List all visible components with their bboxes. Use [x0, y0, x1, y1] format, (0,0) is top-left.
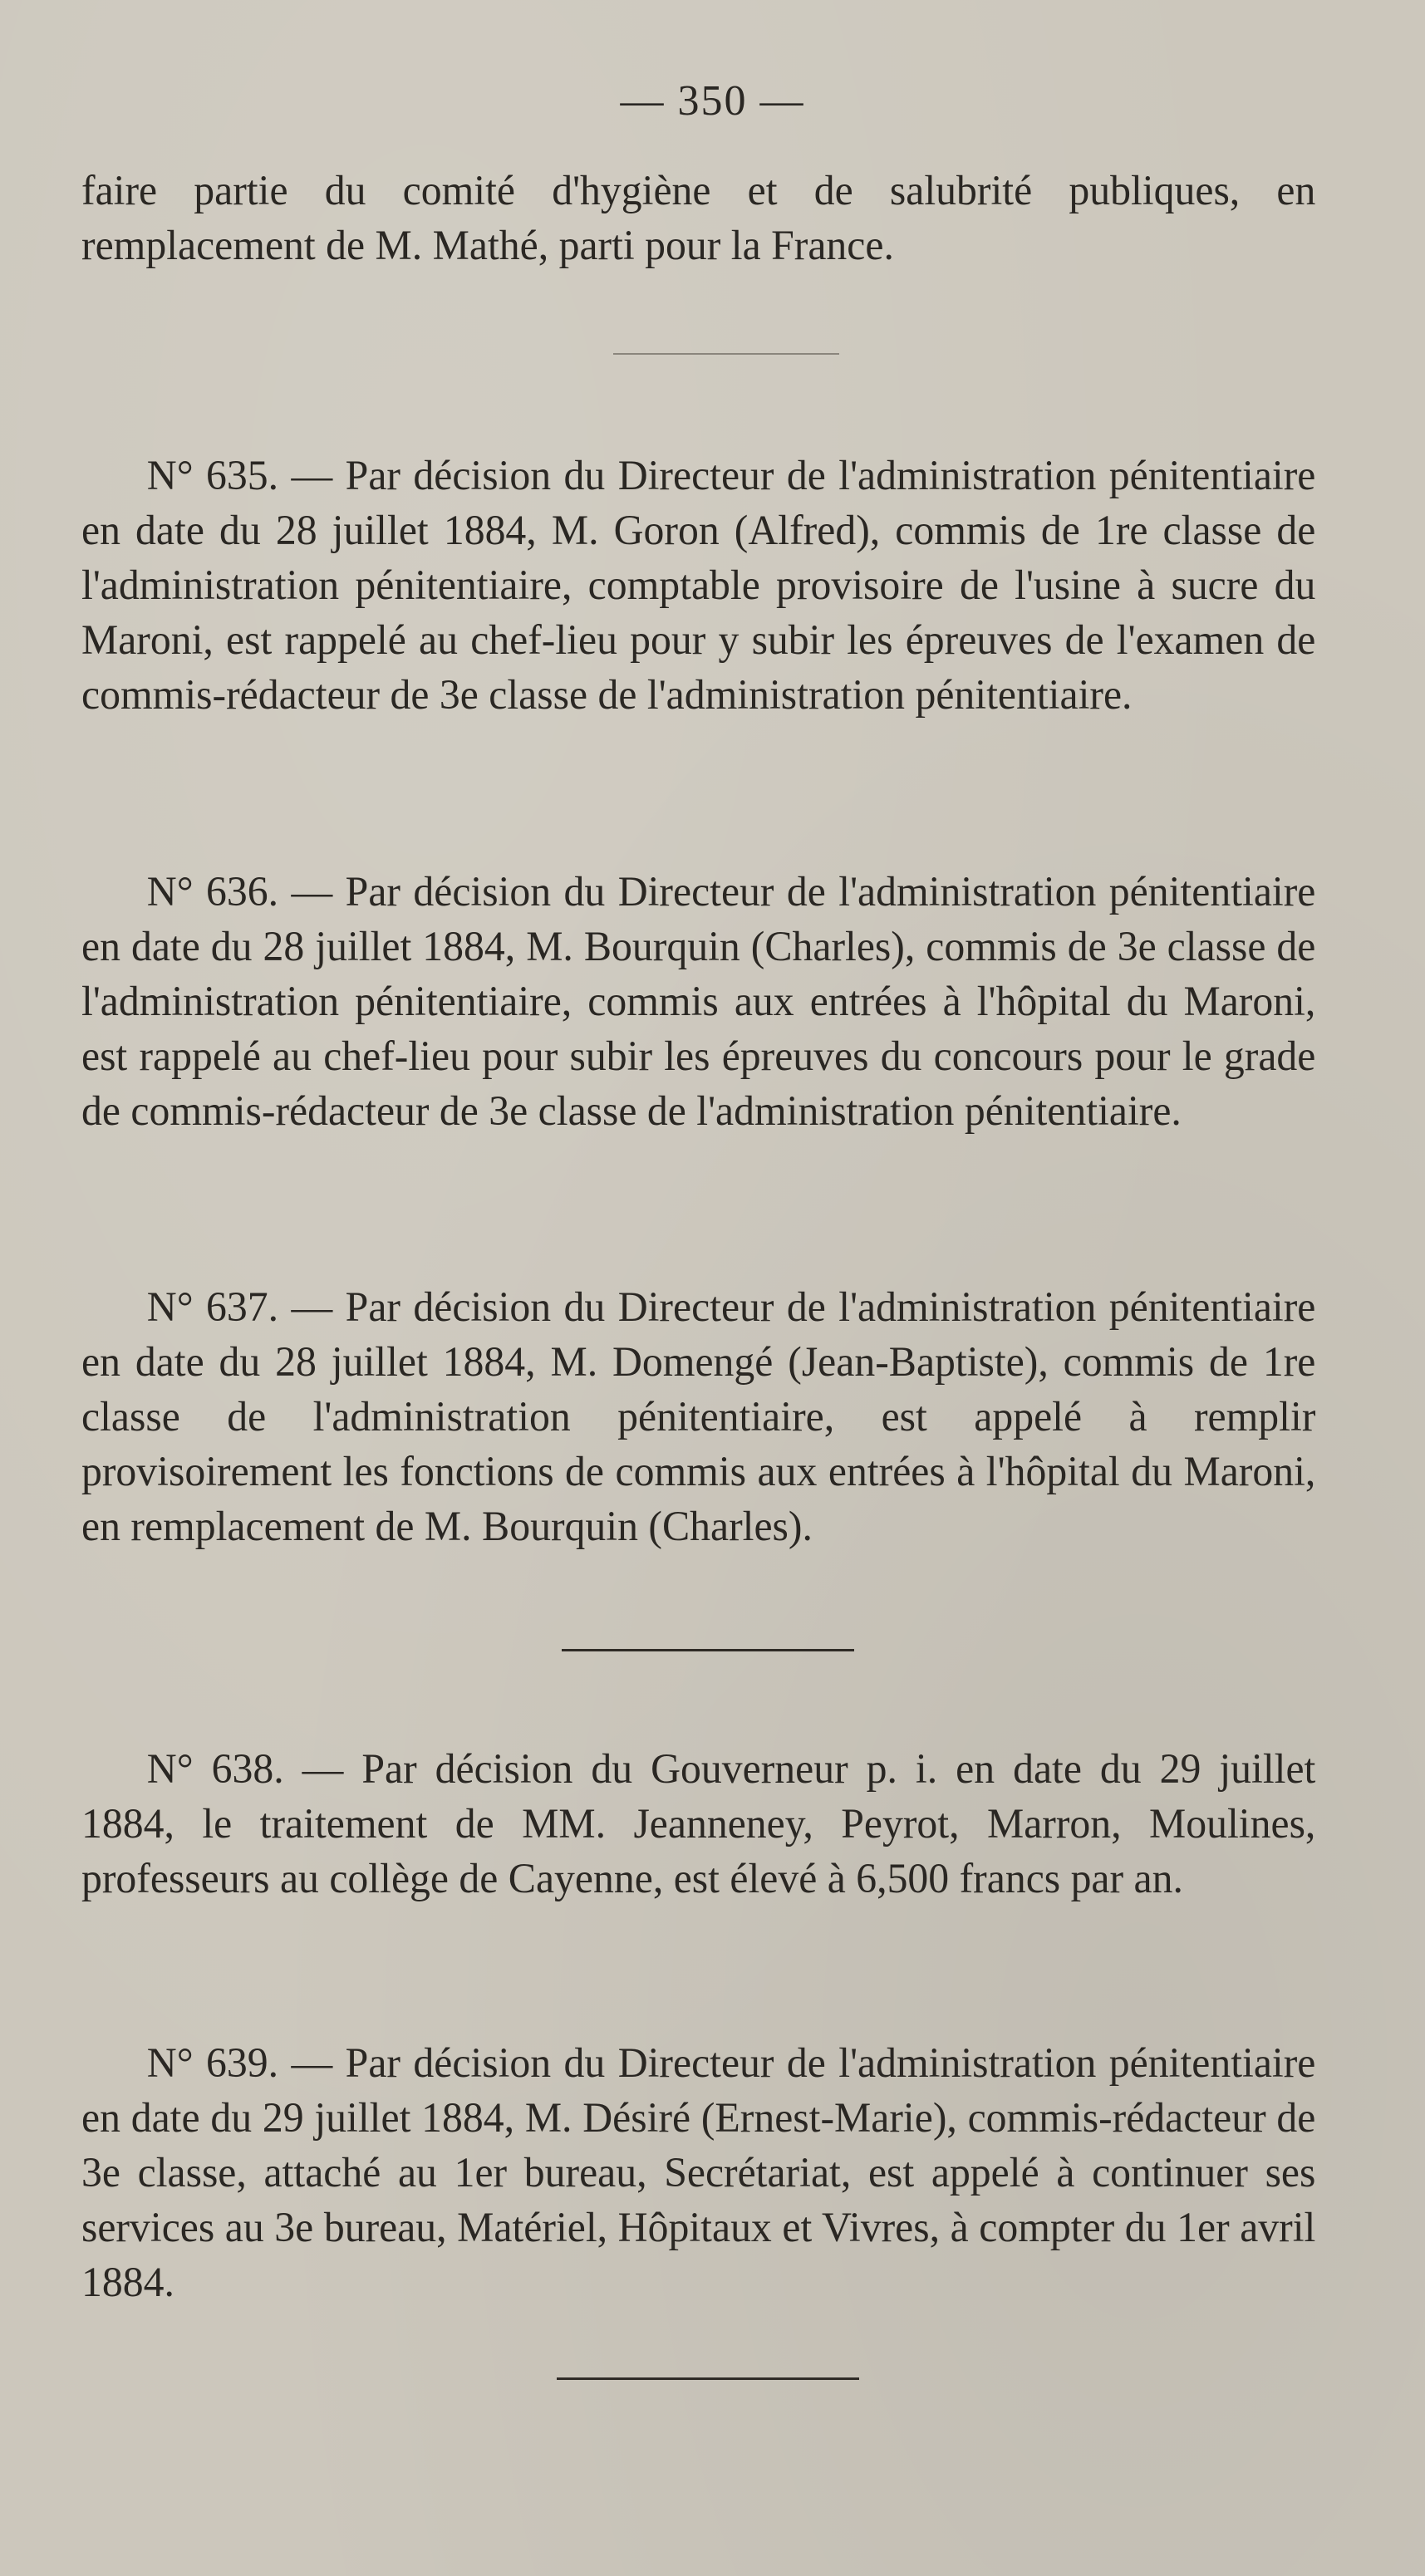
decision-entry: [81, 2035, 1334, 2309]
decision-text: — Par décision du Directeur de l'administration pénitentiaire en date du 28 juillet 1884, M. Domengé (Jean-Baptiste), commis de 1re classe de l'administration pénitentiaire, est appelé à remplir provisoirement les fonctions de commis aux entrées à l'hôpital du Maroni, en remplacement de M. Bourquin (Charles).: [81, 1283, 1316, 1549]
continuation-paragraph: faire partie du comité d'hygiène et de salubrité publiques, en remplacement de M. Mathé, parti pour la France.: [81, 167, 1316, 268]
decision-paragraph: [81, 2035, 1315, 2309]
decision-number: N° 638.: [146, 1745, 284, 1792]
separator-rule: [613, 353, 839, 355]
decision-entry: [81, 864, 1334, 1138]
separator-rule: [557, 2377, 859, 2380]
decision-entry: [81, 448, 1334, 722]
continuation-block: [81, 163, 1334, 272]
decision-entry: [81, 1279, 1334, 1553]
decision-number: N° 637.: [146, 1283, 279, 1330]
decision-number: N° 635.: [146, 452, 279, 498]
decision-paragraph: [81, 1279, 1315, 1553]
decision-number: N° 639.: [146, 2039, 279, 2086]
separator-rule: [562, 1649, 854, 1651]
decision-paragraph: [81, 864, 1315, 1138]
decision-paragraph: [81, 1741, 1315, 1906]
decision-text: — Par décision du Gouverneur p. i. en date du 29 juillet 1884, le traitement de MM. Jeanneney, Peyrot, Marron, Moulines, professeurs au collège de Cayenne, est élevé à 6,500 francs par an.: [81, 1745, 1316, 1901]
page-number: — 350 —: [620, 77, 805, 125]
decision-number: N° 636.: [146, 868, 279, 915]
decision-text: — Par décision du Directeur de l'administration pénitentiaire en date du 29 juillet 1884, M. Désiré (Ernest-Marie), commis-rédacteur de 3e classe, attaché au 1er bureau, Secrétariat, est appelé à continuer ses services au 3e bureau, Matériel, Hôpitaux et Vivres, à compter du 1er avril 1884.: [81, 2039, 1316, 2305]
decision-text: — Par décision du Directeur de l'administration pénitentiaire en date du 28 juillet 1884, M. Goron (Alfred), commis de 1re classe de l'administration pénitentiaire, comptable provisoire de l'usine à sucre du Maroni, est rappelé au chef-lieu pour y subir les épreuves de l'examen de commis-rédacteur de 3e classe de l'administration pénitentiaire.: [81, 452, 1316, 718]
decision-text: — Par décision du Directeur de l'administration pénitentiaire en date du 28 juillet 1884, M. Bourquin (Charles), commis de 3e classe de l'administration pénitentiaire, commis aux entrées à l'hôpital du Maroni, est rappelé au chef-lieu pour subir les épreuves du concours pour le grade de commis-rédacteur de 3e classe de l'administration pénitentiaire.: [81, 868, 1316, 1134]
decision-paragraph: [81, 448, 1315, 722]
decision-entry: [81, 1741, 1334, 1906]
